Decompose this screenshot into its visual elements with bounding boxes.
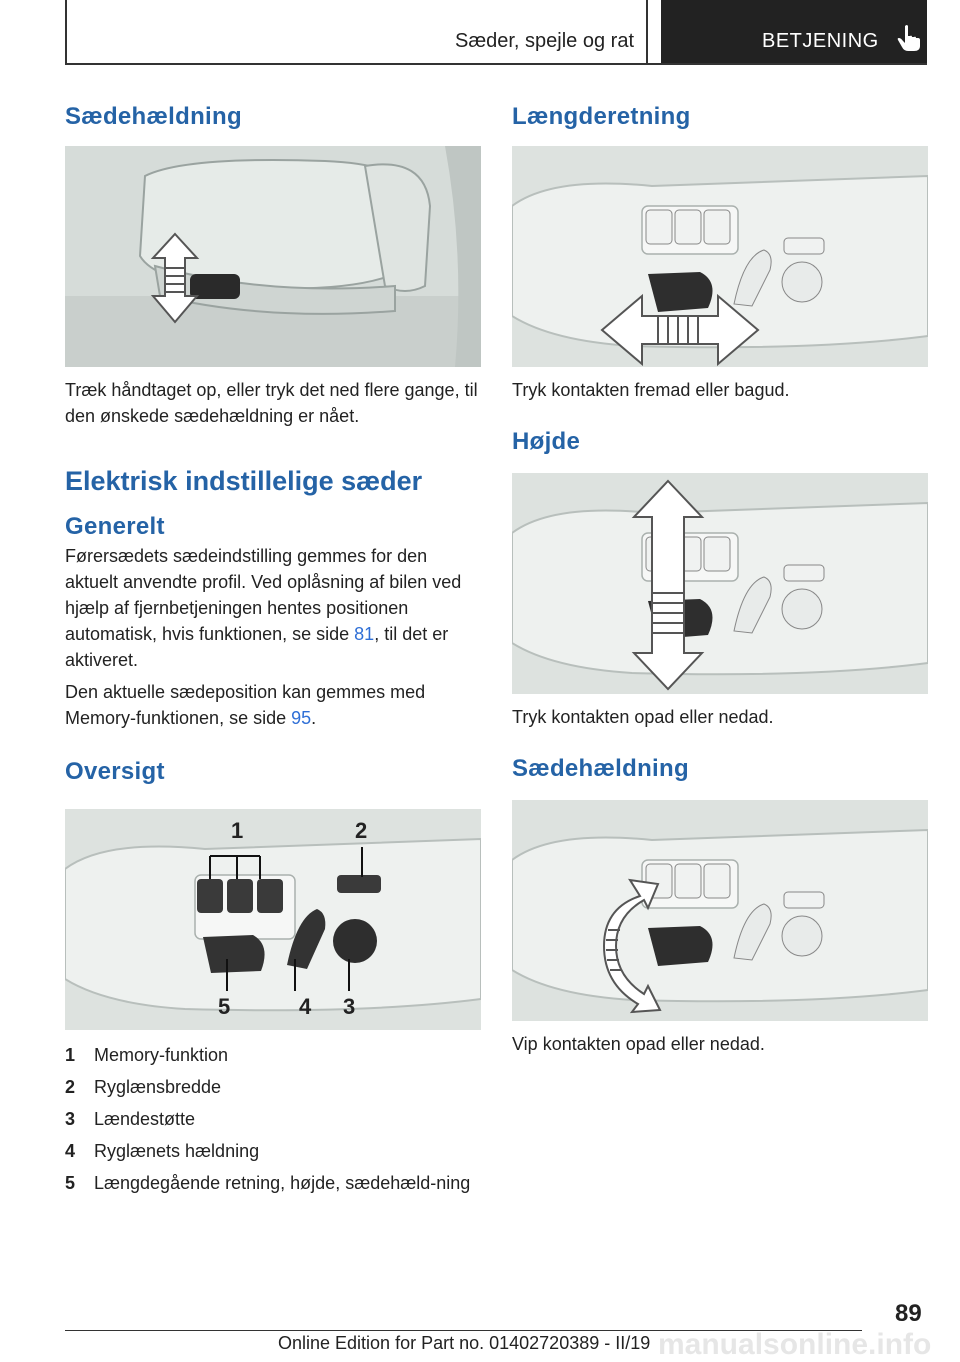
paragraph-generelt-2 <box>65 679 481 731</box>
footer-edition: Online Edition for Part no. 01402720389 - II/19 <box>278 1333 651 1353</box>
legend-num: 3 <box>65 1109 76 1129</box>
section-label: BETJENING <box>762 30 879 52</box>
legend-item <box>65 1106 481 1132</box>
callout-5: 5 <box>218 994 231 1019</box>
heading-laengderetning: Længderetning <box>512 103 691 130</box>
heading-hojde: Højde <box>512 428 581 455</box>
legend-num: 5 <box>65 1173 76 1193</box>
legend-item <box>65 1074 481 1100</box>
generelt-1-text: Førersædets sædeindstilling gemmes for den aktuelt anvendte profil. Ved oplåsning af bilen ved hjælp af fjernbetjeningen hentes positionen automatisk, hvis funktionen, se side <box>65 546 462 644</box>
paragraph-generelt-1 <box>65 543 481 673</box>
page-link-81[interactable]: 81 <box>354 624 375 644</box>
tilt-switch-illustration <box>512 800 928 1021</box>
legend-item <box>65 1170 481 1196</box>
legend-text: Memory-funktion <box>94 1045 229 1065</box>
callout-3: 3 <box>343 994 356 1019</box>
legend-text: Længdegående retning, højde, sædehæld-ning <box>94 1173 471 1193</box>
right-column <box>512 100 928 1057</box>
legend-item <box>65 1042 481 1068</box>
heading-saedehaeldning: Sædehældning <box>65 103 242 130</box>
chapter-title: Sæder, spejle og rat <box>455 30 634 52</box>
generelt-1-end: , til det er aktiveret. <box>65 624 449 670</box>
legend-num: 1 <box>65 1045 76 1065</box>
legend-num: 2 <box>65 1077 76 1097</box>
legend-text: Ryglænsbredde <box>94 1077 222 1097</box>
generelt-2-text: Den aktuelle sædeposition kan gemmes med Memory-funktionen, se side <box>65 682 426 728</box>
callout-2: 2 <box>355 818 368 843</box>
height-figure <box>512 473 928 694</box>
paragraph-hojde: Tryk kontakten opad eller nedad. <box>512 707 774 727</box>
header-section-box <box>661 0 927 64</box>
callout-1: 1 <box>231 818 244 843</box>
legend-text: Lændestøtte <box>94 1109 196 1129</box>
callout-4: 4 <box>299 994 312 1019</box>
left-column <box>65 100 481 1202</box>
page-link-95[interactable]: 95 <box>291 708 312 728</box>
heading-generelt: Generelt <box>65 513 165 540</box>
legend-text: Ryglænets hældning <box>94 1141 260 1161</box>
header-chapter-box <box>65 0 648 64</box>
paragraph-laengderetning: Tryk kontakten fremad eller bagud. <box>512 380 790 400</box>
tilt-switch-figure <box>512 800 928 1021</box>
seat-tilt-figure <box>65 146 481 367</box>
heading-oversigt: Oversigt <box>65 758 165 785</box>
paragraph-saedehaeldning-right: Vip kontakten opad eller nedad. <box>512 1034 765 1054</box>
longitudinal-figure <box>512 146 928 367</box>
heading-saedehaeldning-right: Sædehældning <box>512 755 689 782</box>
page-number: 89 <box>895 1300 922 1327</box>
hand-pointer-icon <box>897 24 921 52</box>
overview-legend <box>65 1042 481 1196</box>
longitudinal-switch-illustration <box>512 146 928 367</box>
legend-num: 4 <box>65 1141 76 1161</box>
generelt-2-end: . <box>311 708 317 728</box>
seat-switch-overview-figure <box>65 809 481 1030</box>
seat-switch-panel-illustration <box>65 809 481 1030</box>
heading-elektrisk: Elektrisk indstillelige sæder <box>65 466 423 496</box>
height-switch-illustration <box>512 473 928 694</box>
header-rule <box>65 63 927 65</box>
legend-item <box>65 1138 481 1164</box>
seat-tilt-lever-illustration <box>65 146 481 367</box>
paragraph-saedehaeldning: Træk håndtaget op, eller tryk det ned flere gange, til den ønskede sædehældning er nået. <box>65 380 478 426</box>
watermark: manualsonline.info <box>658 1328 932 1361</box>
